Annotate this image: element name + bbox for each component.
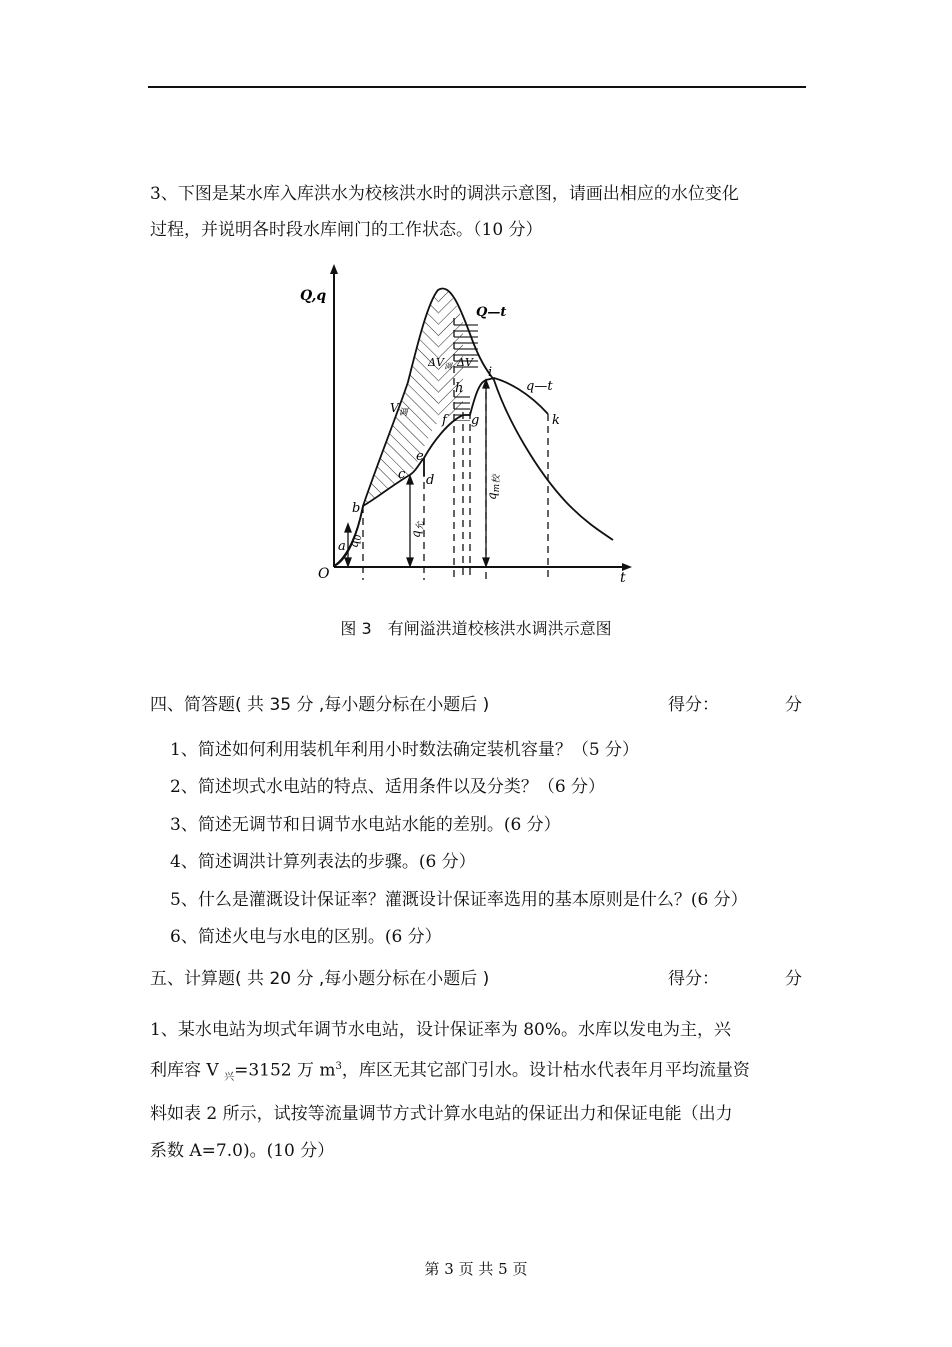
outflow-curve-label: q—t (526, 379, 553, 394)
section-4-header (150, 690, 806, 720)
question-3-line-1: 3、下图是某水库入库洪水为校核洪水时的调洪示意图，请画出相应的水位变化 (150, 184, 739, 204)
calc-line-1: 1、某水电站为坝式年调节水电站，设计保证率为 80%。水库以发电为主，兴 (150, 1020, 732, 1040)
calc-line-2-a: 利库容 V (150, 1060, 225, 1081)
figure-caption: 图 3 有闸溢洪道校核洪水调洪示意图 (340, 619, 612, 638)
point-b-label: b (352, 501, 361, 516)
list-item: 1、简述如何利用装机年利用小时数法确定装机容量？（5 分） (170, 740, 640, 760)
calc-line-2-b: =3152 万 m (234, 1060, 336, 1081)
section-4-score-label: 得分： (668, 695, 719, 715)
y-axis-arrow (330, 264, 338, 274)
question-3-line-2: 过程，并说明各时段水库闸门的工作状态。（10 分） (150, 220, 543, 240)
question-3-text (150, 176, 810, 248)
section-5-score-label: 得分： (668, 969, 719, 989)
flood-routing-figure (300, 262, 648, 592)
calc-line-3: 料如表 2 所示，试按等流量调节方式计算水电站的保证出力和保证电能（出力 (150, 1104, 733, 1125)
point-c-label: c (398, 467, 406, 482)
inflow-curve-label: Q—t (476, 305, 507, 320)
list-item: 2、简述坝式水电站的特点、适用条件以及分类？（6 分） (170, 777, 606, 798)
q0-label-sub: 0 (354, 534, 364, 541)
section-5-title: 五、计算题( 共 20 分 ,每小题分标在小题后 ) (150, 969, 490, 989)
list-item: 5、什么是灌溉设计保证率？灌溉设计保证率选用的基本原则是什么？(6 分） (170, 889, 748, 910)
delta-volume-hatch-lower (454, 395, 470, 421)
calc-line-2-sub: 兴 (224, 1071, 235, 1083)
q-allow-label-main: q (409, 530, 423, 538)
calc-line-4: 系数 A=7.0)。(10 分） (150, 1140, 335, 1161)
point-a-label: a (338, 539, 346, 554)
calc-line-2-c: ，库区无其它部门引水。设计枯水代表年月平均流量资 (341, 1060, 750, 1081)
point-e-label: e (416, 449, 424, 464)
section-4-title: 四、简答题( 共 35 分 ,每小题分标在小题后 ) (150, 695, 490, 715)
list-item: 3、简述无调节和日调节水电站水能的差别。(6 分） (170, 814, 561, 835)
calc-line-2-sup: 3 (335, 1060, 342, 1072)
point-d-label: d (426, 473, 435, 488)
list-item: 6、简述火电与水电的区别。(6 分） (170, 926, 442, 947)
q-max-label-sub: m校 (492, 474, 502, 493)
section-5-score-unit: 分 (785, 969, 802, 989)
q-max-label (485, 473, 502, 500)
volume-label-main: V (390, 401, 399, 415)
section-5-header (150, 964, 806, 994)
q-allow-label-sub: 允 (416, 521, 426, 531)
point-f-label: f (442, 413, 447, 428)
delta-volume-label-main: ΔV (428, 356, 444, 369)
x-axis-label: t (620, 570, 626, 586)
volume-label-sub: 调 (398, 408, 408, 418)
page-footer: 第 3 页 共 5 页 (424, 1260, 528, 1278)
point-h-label: h (455, 381, 464, 396)
calc-line-2 (150, 1049, 810, 1097)
origin-label: O (318, 566, 330, 582)
point-k-label: k (552, 413, 560, 428)
section-5-question-1 (150, 1012, 810, 1169)
list-item: 4、简述调洪计算列表法的步骤。(6 分） (170, 852, 476, 873)
section-4-question-list (170, 732, 820, 956)
point-g-label: g (471, 413, 480, 428)
q0-label-main: q (347, 540, 361, 548)
q0-label (347, 534, 364, 548)
point-i-label: i (488, 365, 493, 380)
delta-volume-label-sub: 调 (443, 362, 452, 371)
y-axis-label: Q,q (300, 288, 327, 304)
q-max-label-main: q (485, 492, 499, 500)
delta-volume-label-2: ΔV (457, 356, 473, 369)
section-4-score-unit: 分 (785, 695, 802, 715)
header-rule (148, 86, 806, 88)
